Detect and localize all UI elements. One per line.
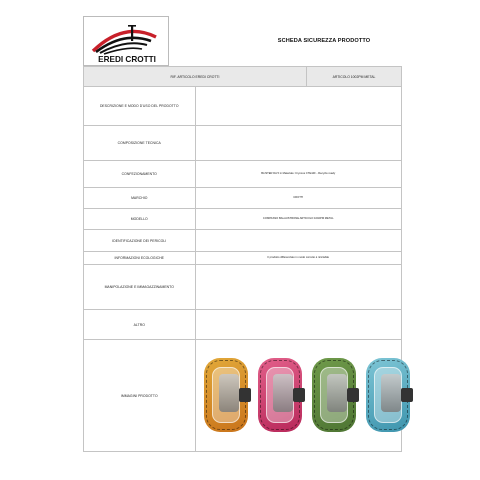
company-contact [173, 24, 247, 51]
product-image-pink [258, 358, 302, 432]
row-value [195, 87, 402, 126]
brand-name-text: EREDI CROTTI [98, 55, 156, 64]
row-label: DESCRIZIONE E MODO D'USO DEL PRODOTTO [84, 87, 196, 126]
compass-icon [273, 374, 293, 412]
row-label: ALTRO [84, 310, 196, 340]
product-image-light-blue [366, 358, 410, 432]
zipper-pull [401, 388, 413, 402]
table-row [84, 230, 402, 252]
row-value [195, 230, 402, 252]
zipper-pull [347, 388, 359, 402]
zipper-pull [293, 388, 305, 402]
row-value [195, 126, 402, 161]
eredi-crotti-logo-icon [84, 17, 170, 67]
product-image-green [312, 358, 356, 432]
reference-label: RIF. ARTICOLO EREDI CROTTI [84, 67, 307, 87]
row-value [195, 209, 402, 230]
title-box [249, 16, 399, 66]
row-label: IDENTIFICAZIONE DEI PERICOLI [84, 230, 196, 252]
table-row [84, 340, 402, 452]
table-row [84, 126, 402, 161]
product-image-yellow-gold [204, 358, 248, 432]
row-value [195, 161, 402, 188]
website-link[interactable] [173, 48, 247, 51]
row-value-line: CROTTI [293, 196, 304, 200]
table-row [84, 265, 402, 310]
product-images [196, 340, 402, 451]
zipper-pull [239, 388, 251, 402]
table-row [84, 188, 402, 209]
page-title: SCHEDA SICUREZZA PRODOTTO [277, 38, 371, 44]
safety-sheet [83, 16, 399, 472]
table-row [84, 310, 402, 340]
row-value-line: COMPASSO BALAUSTRONE ARTICOLO 1002PM METAL [262, 217, 334, 221]
row-value-line: Il prodotto differenziato in modo corretto è riciclabile [267, 256, 329, 260]
row-label: MANIPOLAZIONE E IMMAGAZZINAMENTO [84, 265, 196, 310]
sheet-header [83, 16, 399, 66]
product-images-cell [195, 340, 402, 452]
reference-row [84, 67, 402, 87]
row-label: COMPOSIZIONE TECNICA [84, 126, 196, 161]
row-label: MODELLO [84, 209, 196, 230]
row-label: INFORMAZIONI ECOLOGICHE [84, 252, 196, 265]
row-label: MARCHIO [84, 188, 196, 209]
company-logo [83, 16, 169, 66]
table-row [84, 209, 402, 230]
row-label: IMMAGINI PRODOTTO [84, 340, 196, 452]
row-label: CONFEZIONAMENTO [84, 161, 196, 188]
safety-table [83, 66, 402, 452]
row-value [195, 265, 402, 310]
row-value [195, 310, 402, 340]
compass-icon [381, 374, 401, 412]
table-row [84, 252, 402, 265]
row-value [195, 252, 402, 265]
compass-icon [327, 374, 347, 412]
compass-icon [219, 374, 239, 412]
article-code: ARTICOLO 1002PM METAL [307, 67, 402, 87]
row-value [195, 188, 402, 209]
table-row [84, 161, 402, 188]
table-row [84, 87, 402, 126]
row-value-line: BLISTER DA 5 in Materiale: Cryoxus CTE44F - Recycle ready [261, 172, 336, 176]
